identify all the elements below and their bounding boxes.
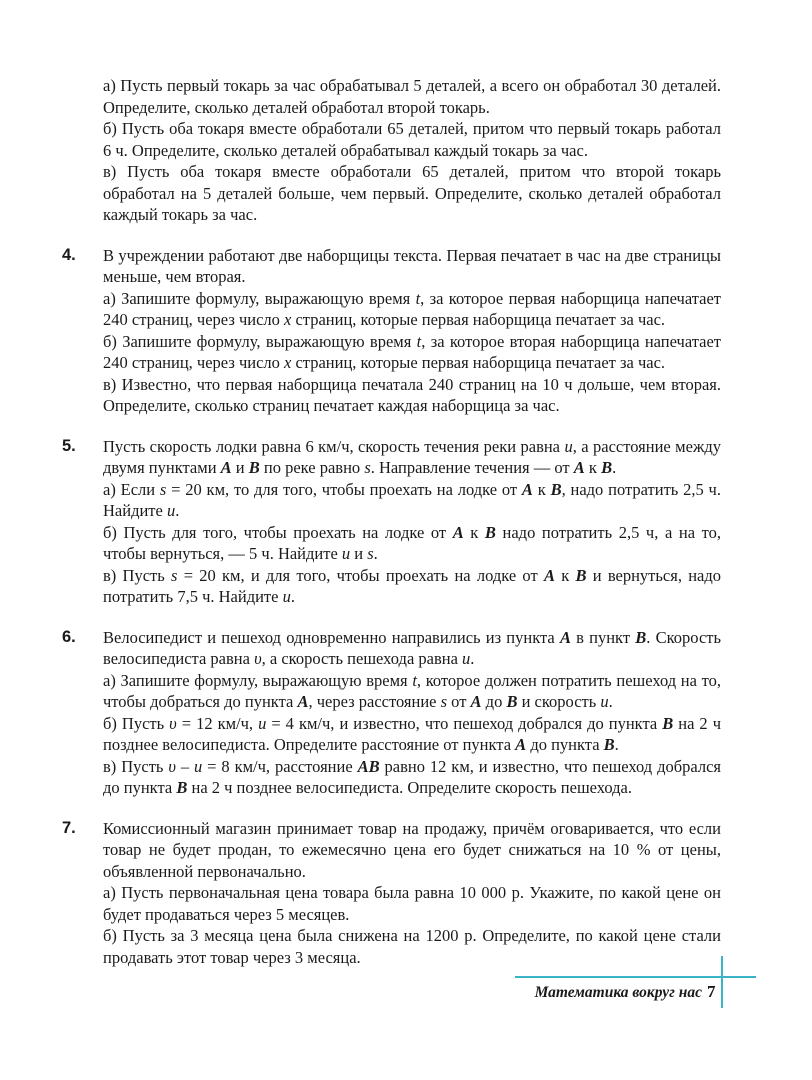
problem-5-part-c: в) Пусть s = 20 км, и для того, чтобы проехать на лодке от A к B и вернуться, надо потратить 7,5 ч. Найдите u. — [103, 565, 722, 606]
problem-5-part-b: б) Пусть для того, чтобы проехать на лодке от A к B надо потратить 2,5 ч, а на то, чтобы вернуться, — 5 ч. Найдите u и s. — [103, 522, 721, 563]
problem-number: 4. — [62, 245, 76, 264]
problem-5-intro: Пусть скорость лодки равна 6 км/ч, скорость течения реки равна u, а расстояние между двумя пунктами A и B по реке равно s. Направление течения — от A к B. — [103, 436, 721, 477]
problem-7-intro: Комиссионный магазин принимает товар на продажу, причём оговаривается, что если товар не будет продан, то ежемесячно цена его будет снижаться на 10 % от цены, объявленной первоначально. — [103, 818, 721, 881]
problem-7-part-b: б) Пусть за 3 месяца цена была снижена на 1200 р. Определите, по какой цене стали продавать этот товар через 3 месяца. — [103, 926, 721, 967]
footer-accent-tick — [721, 956, 723, 1008]
running-footer-title: Математика вокруг нас — [534, 984, 702, 1001]
problem-6-part-b: б) Пусть υ = 12 км/ч, u = 4 км/ч, и известно, что пешеход добрался до пункта B на 2 ч позднее велосипедиста. Определите расстояние от пункта A до пункта B. — [103, 713, 721, 754]
problem-4-part-b: б) Запишите формулу, выражающую время t, за которое вторая наборщица напечатает 240 страниц, через число x страниц, которые первая наборщица печатает за час. — [103, 331, 721, 372]
page-number: 7 — [707, 982, 716, 1001]
problem-3-continuation — [103, 75, 721, 226]
problem-5-part-a: а) Если s = 20 км, то для того, чтобы проехать на лодке от A к B, надо потратить 2,5 ч. Найдите u. — [103, 479, 721, 520]
problem-6 — [62, 627, 722, 799]
footer-accent-line — [515, 976, 756, 978]
problem-7-part-a: а) Пусть первоначальная цена товара была равна 10 000 р. Укажите, по какой цене он будет продаваться через 5 месяцев. — [103, 883, 721, 924]
problem-3-part-c: в) Пусть оба токаря вместе обработали 65 деталей, притом что второй токарь обработал на 5 деталей больше, чем первый. Определите, сколько деталей обработал каждый токарь за час. — [103, 162, 721, 224]
problem-number: 5. — [62, 436, 76, 455]
problem-6-part-c: в) Пусть υ – u = 8 км/ч, расстояние AB равно 12 км, и известно, что пешеход добрался до пункта B на 2 ч позднее велосипедиста. Определите скорость пешехода. — [103, 756, 722, 797]
problem-6-part-a: а) Запишите формулу, выражающую время t, которое должен потратить пешеход на то, чтобы добраться до пункта A, через расстояние s от A до B и скорость u. — [103, 670, 721, 711]
problem-7 — [62, 818, 721, 969]
problem-4-part-c: в) Известно, что первая наборщица печатала 240 страниц на 10 ч дольше, чем вторая. Определите, сколько страниц печатает каждая наборщица за час. — [103, 374, 721, 415]
problem-5 — [62, 436, 722, 608]
problem-6-intro: Велосипедист и пешеход одновременно направились из пункта A в пункт B. Скорость велосипедиста равна υ, а скорость пешехода равна u. — [103, 627, 722, 668]
problem-4 — [62, 245, 721, 417]
page-content — [62, 75, 722, 968]
problem-3-part-b: б) Пусть оба токаря вместе обработали 65 деталей, притом что первый токарь работал 6 ч. Определите, сколько деталей обрабатывал каждый токарь за час. — [103, 119, 721, 160]
problem-4-part-a: а) Запишите формулу, выражающую время t, за которое первая наборщица напечатает 240 страниц, через число x страниц, которые первая наборщица печатает за час. — [103, 288, 721, 329]
problem-3-part-a: а) Пусть первый токарь за час обрабатывал 5 деталей, а всего он обработал 30 деталей. Определите, сколько деталей обработал второй токарь. — [103, 76, 721, 117]
problem-4-intro: В учреждении работают две наборщицы текста. Первая печатает в час на две страницы меньше, чем вторая. — [103, 245, 721, 286]
problem-number: 7. — [62, 818, 76, 837]
problem-number: 6. — [62, 627, 76, 646]
